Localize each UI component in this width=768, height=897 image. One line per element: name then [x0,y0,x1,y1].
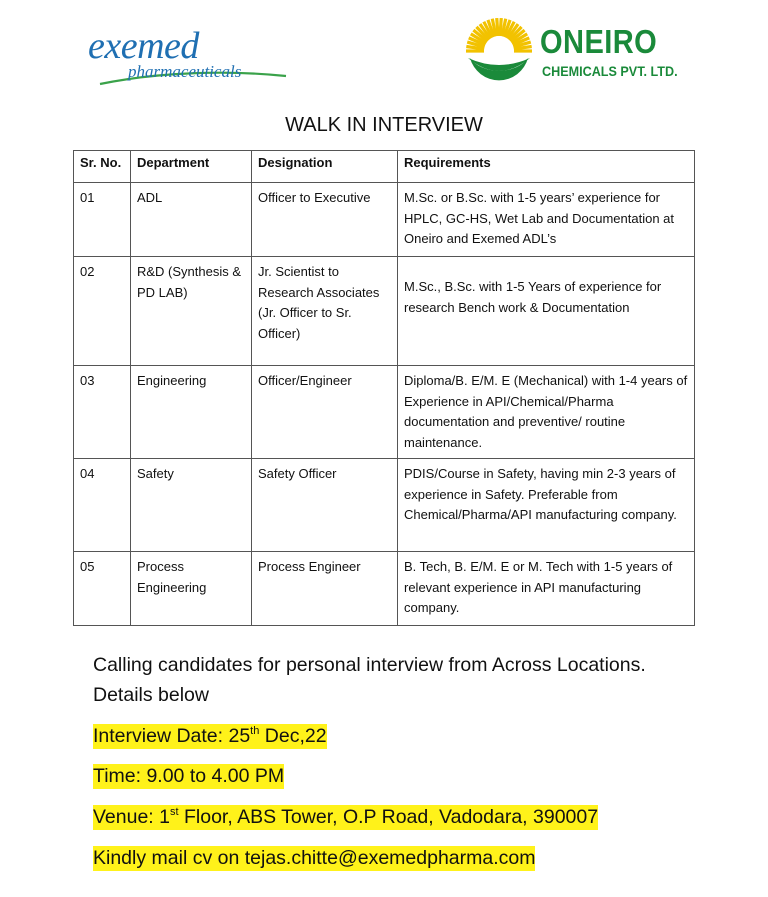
cell-designation: Officer to Executive [252,183,398,257]
table-row [74,552,695,626]
cell-sr: 04 [74,459,131,552]
cell-requirements: M.Sc., B.Sc. with 1-5 Years of experience for research Bench work & Documentation [398,257,695,366]
cell-designation: Officer/Engineer [252,366,398,459]
cell-requirements: B. Tech, B. E/M. E or M. Tech with 1-5 years of relevant experience in API manufacturing company. [398,552,695,626]
oneiro-logo [464,14,704,88]
cell-designation: Safety Officer [252,459,398,552]
interview-date-prefix: Interview Date: 25 [93,725,251,747]
cell-designation: Jr. Scientist to Research Associates (Jr. Officer to Sr. Officer) [252,257,398,366]
header-designation: Designation [252,151,398,183]
exemed-logo-subtext: pharmaceuticals [128,62,242,81]
cell-requirements: Diploma/B. E/M. E (Mechanical) with 1-4 years of Experience in API/Chemical/Pharma documentation and preventive/ routine maintenance. [398,366,695,459]
mail-instruction [93,845,535,871]
cell-department: ADL [131,183,252,257]
exemed-logo-text: exemed [88,25,199,67]
oneiro-logo-tagline: CHEMICALS PVT. LTD. [542,63,678,79]
table-row [74,366,695,459]
interview-date [93,723,327,749]
header-department: Department [131,151,252,183]
interview-date-sup: th [250,725,260,737]
vacancy-table [73,150,695,626]
exemed-logo [88,26,288,88]
table-row [74,257,695,366]
interview-date-suffix: Dec,22 [259,725,327,747]
interview-venue [93,804,598,830]
mail-text: Kindly mail cv on tejas.chitte@exemedpharma.com [93,847,536,869]
cell-department: R&D (Synthesis & PD LAB) [131,257,252,366]
cell-requirements: PDIS/Course in Safety, having min 2-3 years of experience in Safety. Preferable from Chemical/Pharma/API manufacturing company. [398,459,695,552]
cell-department: Safety [131,459,252,552]
cell-requirements: M.Sc. or B.Sc. with 1-5 years’ experience for HPLC, GC-HS, Wet Lab and Documentation at Oneiro and Exemed ADL’s [398,183,695,257]
cell-sr: 01 [74,183,131,257]
cell-department: Process Engineering [131,552,252,626]
cell-sr: 02 [74,257,131,366]
venue-prefix: Venue: 1 [93,806,170,828]
venue-sup: st [170,806,179,818]
sunburst-icon [464,14,534,84]
header-requirements: Requirements [398,151,695,183]
table-row [74,459,695,552]
page-title: WALK IN INTERVIEW [285,114,483,136]
venue-suffix: Floor, ABS Tower, O.P Road, Vadodara, 390007 [178,806,599,828]
interview-time-text: Time: 9.00 to 4.00 PM [93,765,285,787]
cell-sr: 05 [74,552,131,626]
intro-text: Calling candidates for personal interview from Across Locations. Details below [93,654,646,706]
header-sr-no: Sr. No. [74,151,131,183]
oneiro-logo-text: ONEIRO [540,23,658,60]
cell-sr: 03 [74,366,131,459]
table-header-row [74,151,695,183]
interview-time [93,763,284,789]
cell-department: Engineering [131,366,252,459]
table-row [74,183,695,257]
cell-designation: Process Engineer [252,552,398,626]
